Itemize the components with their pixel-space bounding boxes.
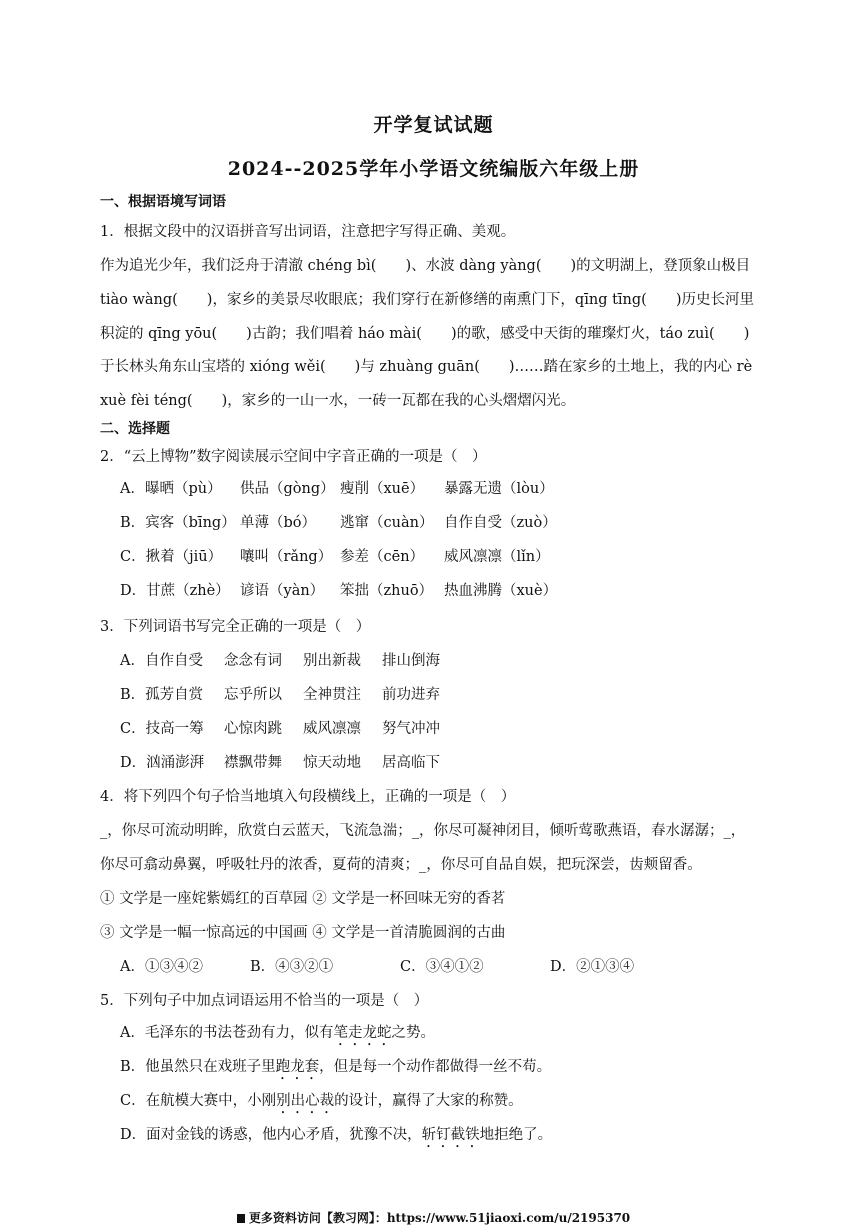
question-2-stem: 2．“云上博物”数字阅读展示空间中字音正确的一项是（ ）: [100, 449, 487, 465]
question-1-line: tiào wàng( )，家乡的美景尽收眼底；我们穿行在新修缮的南熏门下，qīng tīng( )历史长河里: [100, 292, 754, 308]
question-5-option-c: C．在航模大赛中，小刚别出心裁的设计，赢得了大家的称赞。: [120, 1093, 523, 1109]
question-2-option-b: B．宾客（bīng） 单薄（bó） 逃窜（cuàn） 自作自受（zuò）: [120, 515, 557, 531]
question-4-stem: 4．将下列四个句子恰当地填入句段横线上，正确的一项是（ ）: [100, 789, 516, 805]
page-title: 开学复试试题: [373, 114, 494, 136]
question-4-sentences: ① 文学是一座姹紫嫣红的百草园 ② 文学是一杯回味无穷的香茗: [100, 891, 506, 907]
question-5-option-a: A．毛泽东的书法苍劲有力，似有笔走龙蛇之势。: [120, 1025, 435, 1041]
dotted-phrase: 跑龙套: [275, 1059, 320, 1075]
dotted-phrase: 别出心裁: [276, 1093, 335, 1109]
question-3-option-c: C．技高一筹 心惊肉跳 威风凛凛 努气冲冲: [120, 721, 440, 737]
question-4-passage: 你尽可翕动鼻翼，呼吸牡丹的浓香，夏荷的清爽；_，你尽可自品自娱，把玩深尝，齿颊留香。: [100, 857, 702, 873]
question-4-passage: _，你尽可流动明眸，欣赏白云蓝天，飞流急湍；_，你尽可凝神闭目，倾听莺歌燕语，春水潺潺；_，: [100, 823, 746, 839]
question-4-option-b: B．④③②①: [250, 959, 334, 975]
section-heading-2: 二、选择题: [100, 421, 170, 437]
question-3-stem: 3．下列词语书写完全正确的一项是（ ）: [100, 619, 371, 635]
question-1-line: xuè fèi téng( )，家乡的一山一水，一砖一瓦都在我的心头熠熠闪光。: [100, 393, 576, 409]
question-5-option-b: B．他虽然只在戏班子里跑龙套，但是每一个动作都做得一丝不苟。: [120, 1059, 552, 1075]
question-1-line: 积淀的 qīng yōu( )古韵；我们唱着 háo mài( )的歌，感受中天街的璀璨灯火，táo zuì( ): [100, 326, 750, 342]
question-2-option-d: D．甘蔗（zhè） 谚语（yàn） 笨拙（zhuō） 热血沸腾（xuè）: [120, 583, 558, 599]
question-3-option-b: B．孤芳自赏 忘乎所以 全神贯注 前功进弃: [120, 687, 440, 703]
question-4-option-c: C．③④①②: [400, 959, 484, 975]
question-2-option-c: C．揪着（jiū） 嚷叫（rǎng） 参差（cēn） 威风凛凛（lǐn）: [120, 549, 550, 565]
question-1-line: 于长林头角东山宝塔的 xióng wěi( )与 zhuàng guān( )……踏在家乡的土地上，我的内心 rè: [100, 359, 753, 375]
page-subtitle: 2024--2025学年小学语文统编版六年级上册: [227, 158, 640, 180]
question-4-options: [120, 957, 800, 977]
question-3-option-a: A．自作自受 念念有词 别出新裁 排山倒海: [120, 653, 440, 669]
dotted-phrase: 斩钉截铁: [421, 1127, 480, 1143]
question-1-stem: 1．根据文段中的汉语拼音写出词语，注意把字写得正确、美观。: [100, 224, 516, 240]
question-4-option-d: D．②①③④: [550, 959, 635, 975]
question-5-stem: 5．下列句子中加点词语运用不恰当的一项是（ ）: [100, 993, 429, 1009]
question-1-line: 作为追光少年，我们泛舟于清澈 chéng bì( )、水波 dàng yàng( )的文明湖上，登顶象山极目: [100, 258, 751, 274]
dotted-phrase: 笔走龙蛇: [333, 1025, 392, 1041]
question-3-option-d: D．汹涌澎湃 襟飘带舞 惊天动地 居高临下: [120, 755, 440, 771]
question-4-option-a: A．①③④②: [120, 959, 203, 975]
flag-icon: [237, 1214, 245, 1223]
footer: [0, 1209, 867, 1226]
question-2-option-a: A．曝晒（pù） 供品（gòng） 瘦削（xuē） 暴露无遗（lòu）: [120, 481, 554, 497]
footer-link[interactable]: 更多资料访问【教习网】：https://www.51jiaoxi.com/u/2195370: [248, 1211, 631, 1225]
section-heading-1: 一、根据语境写词语: [100, 194, 226, 210]
question-4-sentences: ③ 文学是一幅一惊高远的中国画 ④ 文学是一首清脆圆润的古曲: [100, 925, 506, 941]
question-5-option-d: D．面对金钱的诱惑，他内心矛盾，犹豫不决，斩钉截铁地拒绝了。: [120, 1127, 553, 1143]
